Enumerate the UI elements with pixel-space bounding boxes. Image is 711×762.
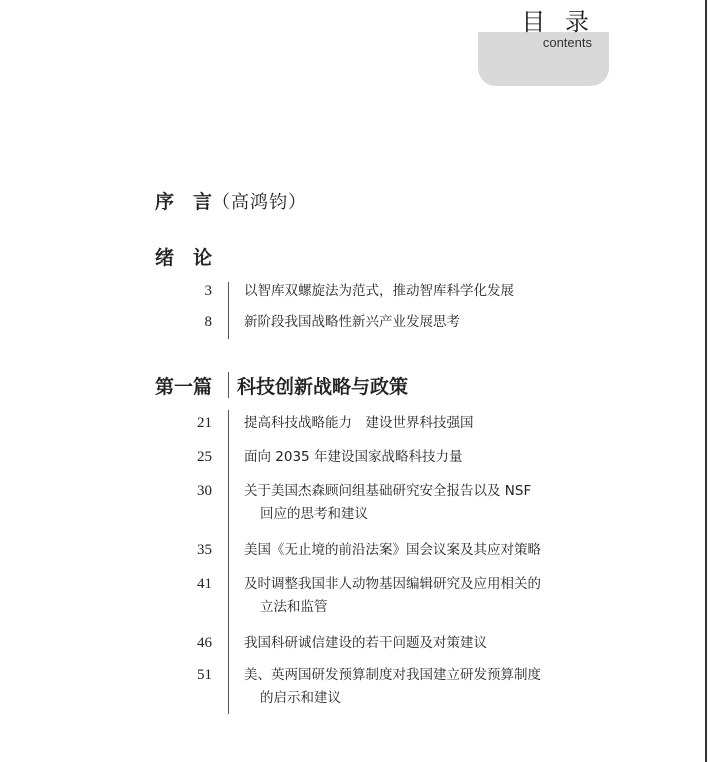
page-number: 25 [197, 449, 212, 465]
entry-title: 以智库双螺旋法为范式，推动智库科学化发展 [244, 283, 514, 299]
page-number: 51 [197, 667, 212, 683]
page-edge-line [705, 0, 707, 762]
entry-title: 美、英两国研发预算制度对我国建立研发预算制度 的启示和建议 [244, 664, 596, 710]
toc-subtitle: contents [542, 35, 592, 50]
entry-title: 关于美国杰森顾问组基础研究安全报告以及 NSF 回应的思考和建议 [244, 480, 596, 526]
page-number: 21 [197, 415, 212, 431]
part1-title: 科技创新战略与政策 [237, 376, 409, 398]
page-number: 35 [197, 542, 212, 558]
entry-title-continued: 回应的思考和建议 [260, 506, 368, 522]
intro-divider [228, 282, 229, 339]
part1-title-divider [228, 372, 229, 398]
entry-title: 新阶段我国战略性新兴产业发展思考 [244, 314, 460, 330]
entry-title: 及时调整我国非人动物基因编辑研究及应用相关的 立法和监管 [244, 573, 596, 619]
entry-title: 我国科研诚信建设的若干问题及对策建议 [244, 635, 487, 651]
page-number: 3 [204, 283, 212, 299]
preface-label: 序 言 [155, 191, 213, 213]
toc-title: 目 录 [521, 8, 595, 36]
preface-author: （高鸿钧） [212, 192, 308, 213]
page-number: 41 [197, 576, 212, 592]
entry-title-continued: 的启示和建议 [260, 690, 341, 706]
part1-label: 第一篇 [155, 376, 213, 398]
page-number: 30 [197, 483, 212, 499]
page-number: 8 [204, 314, 212, 330]
preface-heading [155, 187, 307, 214]
part1-divider [228, 410, 229, 714]
entry-title-continued: 立法和监管 [260, 599, 328, 615]
page-number: 46 [197, 635, 212, 651]
entry-title: 提高科技战略能力 建设世界科技强国 [244, 415, 474, 431]
entry-title: 美国《无止境的前沿法案》国会议案及其应对策略 [244, 542, 541, 558]
entry-title: 面向 2035 年建设国家战略科技力量 [244, 449, 463, 465]
intro-heading: 绪 论 [155, 247, 213, 269]
